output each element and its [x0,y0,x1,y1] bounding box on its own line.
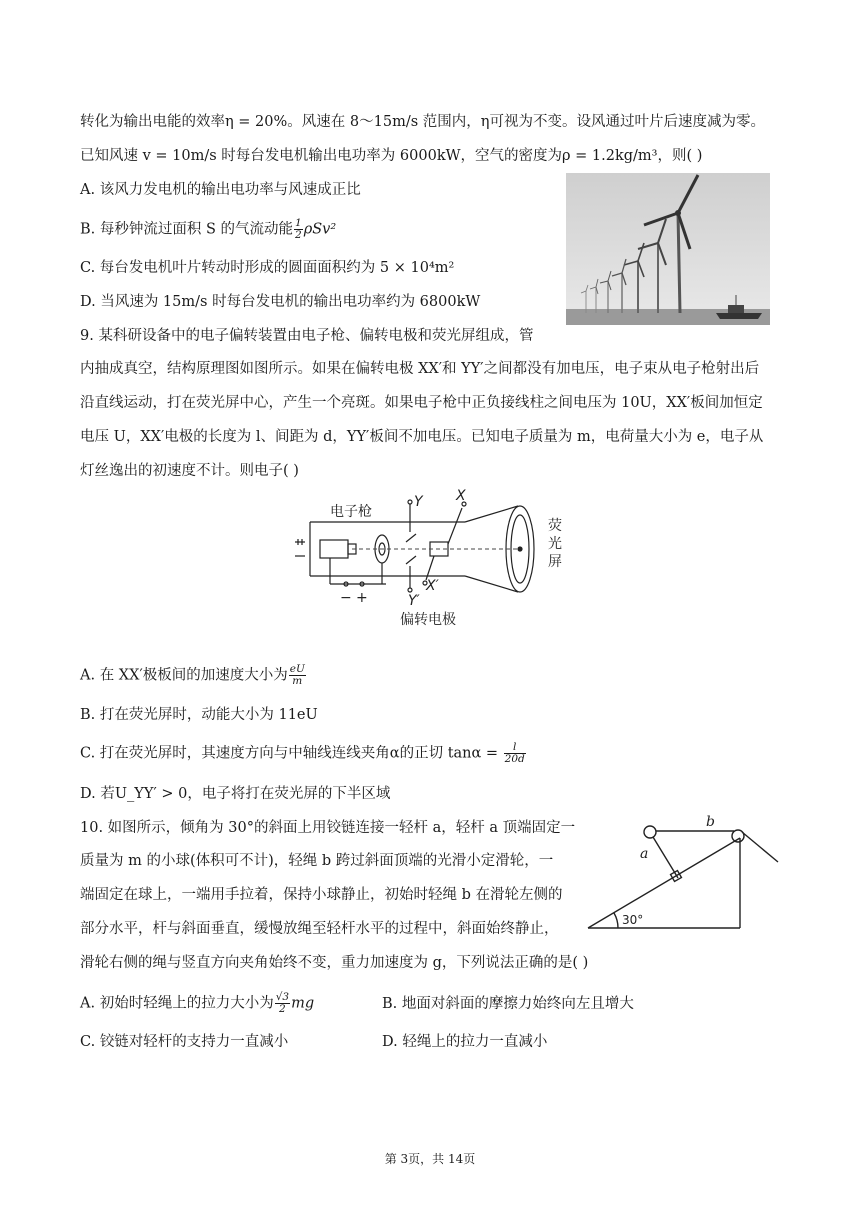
label-x-prime: X′ [426,578,439,594]
q8-text-line-2: 已知风速 v = 10m/s 时每台发电机输出电功率为 6000kW，空气的密度为ρ = 1.2kg/m³，则( ) [80,148,703,164]
q10-option-a-num: √3 [275,991,290,1003]
label-y: Y [414,494,423,510]
q10-text-line-2: 质量为 m 的小球(体积可不计)，轻绳 b 跨过斜面顶端的光滑小定滑轮，一 [80,853,554,869]
q9-option-a [80,664,307,687]
label-rod-a: a [640,846,649,862]
q8-option-b-den: 2 [295,229,302,241]
q9-option-b: B. 打在荧光屏时，动能大小为 11eU [80,707,318,723]
crt-diagram [290,484,580,634]
q10-text-line-5: 滑轮右侧的绳与竖直方向夹角始终不变，重力加速度为 g，下列说法正确的是( ) [80,955,589,971]
q8-option-c: C. 每台发电机叶片转动时形成的圆面面积约为 5 × 10⁴m² [80,260,455,276]
label-plus: + [356,590,368,606]
q10-text-line-3: 端固定在球上，一端用手拉着，保持小球静止，初始时轻绳 b 在滑轮左侧的 [80,887,563,903]
q9-option-c-fraction [504,742,526,765]
q8-option-d: D. 当风速为 15m/s 时每台发电机的输出电功率约为 6800kW [80,294,481,310]
q9-option-c-num: l [504,742,526,754]
label-minus: − [340,590,352,606]
page-footer: 第 3页，共 14页 [384,1152,476,1166]
label-screen-2: 光 [548,536,562,552]
q9-option-d: D. 若U_YY′ > 0，电子将打在荧光屏的下半区域 [80,786,391,802]
label-x: X [456,488,466,504]
q10-option-d: D. 轻绳上的拉力一直减小 [382,1034,548,1050]
q10-text-line-4: 部分水平，杆与斜面垂直，缓慢放绳至轻杆水平的过程中，斜面始终静止， [80,921,559,937]
label-rope-b: b [706,814,715,830]
q10-option-a-prefix: A. 初始时轻绳上的拉力大小为 [80,995,274,1012]
q10-option-c: C. 铰链对轻杆的支持力一直减小 [80,1034,289,1050]
q9-option-a-prefix: A. 在 XX′极板间的加速度大小为 [80,667,288,684]
q9-option-c-den: 20d [504,753,525,765]
q9-text-line-1: 9. 某科研设备中的电子偏转装置由电子枪、偏转电极和荧光屏组成，管 [80,328,534,344]
q9-text-line-2: 内抽成真空，结构原理图如图所示。如果在偏转电极 XX′和 YY′之间都没有加电压，电子束从电子枪射出后 [80,361,760,377]
q8-option-b-suffix: ρSv² [303,221,337,238]
q8-option-b-prefix: B. 每秒钟流过面积 S 的气流动能 [80,221,294,238]
q8-option-b-num: 1 [295,217,302,229]
q9-option-a-num: eU [289,663,305,675]
label-deflection-plates: 偏转电极 [400,612,456,628]
q10-option-a-den: 2 [279,1003,286,1015]
wind-turbine-photo [566,173,770,325]
label-electron-gun: 电子枪 [330,504,372,520]
incline-diagram [584,812,784,934]
label-screen-1: 荧 [548,518,562,534]
q10-option-a [80,992,314,1015]
q9-text-line-3: 沿直线运动，打在荧光屏中心，产生一个亮斑。如果电子枪中正负接线柱之间电压为 10U，XX′板间加恒定 [80,395,763,411]
q8-option-b-fraction [294,218,303,241]
q9-option-a-den: m [292,675,303,687]
q10-option-b: B. 地面对斜面的摩擦力始终向左且增大 [382,996,634,1012]
q8-option-b [80,218,336,241]
q10-option-a-suffix: mg [291,995,315,1012]
q8-text-line-1: 转化为输出电能的效率η = 20%。风速在 8～15m/s 范围内，η可视为不变。设风通过叶片后速度减为零。 [80,114,765,130]
q9-text-line-4: 电压 U，XX′电极的长度为 l、间距为 d，YY′板间不加电压。已知电子质量为 m，电荷量大小为 e，电子从 [80,429,764,445]
q8-option-a: A. 该风力发电机的输出电功率与风速成正比 [80,182,361,198]
q9-option-c-prefix: C. 打在荧光屏时，其速度方向与中轴线连线夹角α的正切 tanα = [80,745,499,762]
label-screen-3: 屏 [548,554,562,570]
q9-option-c [80,742,527,765]
q9-text-line-5: 灯丝逸出的初速度不计。则电子( ) [80,463,299,479]
label-y-prime: Y′ [408,593,420,609]
q10-option-a-fraction [275,992,290,1015]
q9-option-a-fraction [289,664,306,687]
label-angle: 30° [622,913,644,927]
q10-text-line-1: 10. 如图所示，倾角为 30°的斜面上用铰链连接一轻杆 a，轻杆 a 顶端固定一 [80,820,576,836]
